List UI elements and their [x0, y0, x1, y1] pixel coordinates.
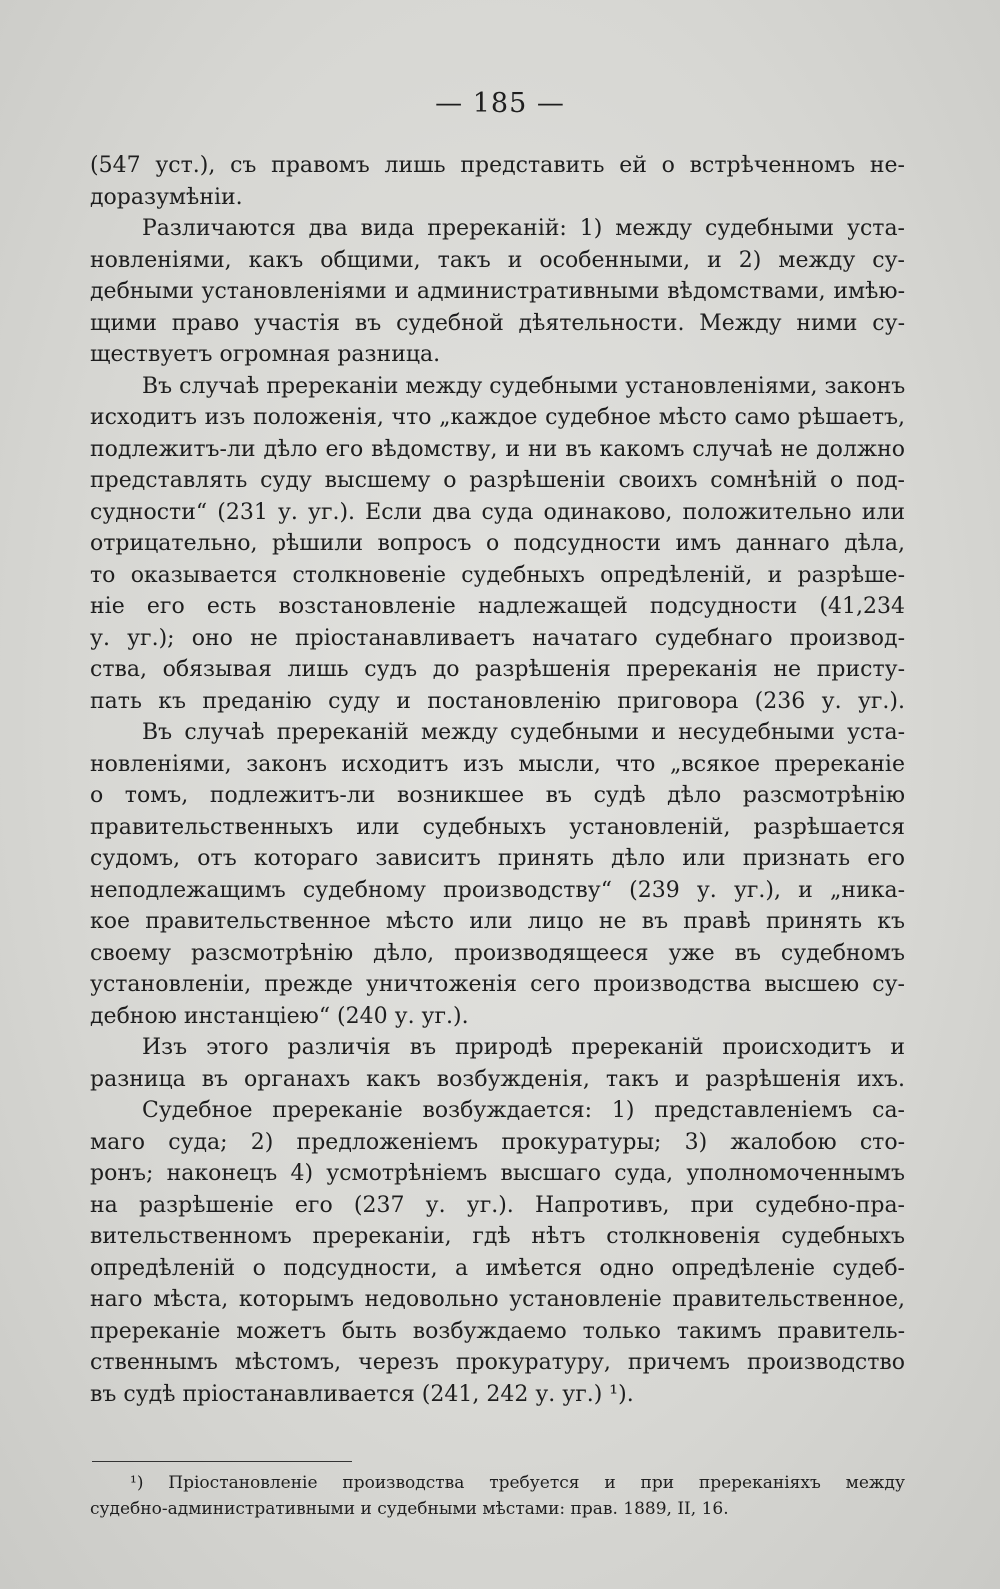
- text-line: въ судѣ пріостанавливается (241, 242 у. уг.) ¹).: [90, 1381, 634, 1407]
- text-line: Различаются два вида пререканій: 1) между судебными уста-: [142, 216, 905, 241]
- text-line: ства, обязывая лишь судъ до разрѣшенія пререканія не присту-: [90, 657, 905, 682]
- text-line: то оказывается столкновеніе судебныхъ опредѣленій, и разрѣше-: [90, 562, 905, 588]
- text-line: ніе его есть возстановленіе надлежащей подсудности (41,234: [90, 594, 905, 619]
- footnote-line: судебно-административными и судебными мѣстами: прав. 1889, II, 16.: [90, 1499, 729, 1519]
- text-line: неподлежащимъ судебному производству“ (239 у. уг.), и „ника-: [90, 877, 905, 903]
- text-line: разница въ органахъ какъ возбужденія, такъ и разрѣшенія ихъ.: [90, 1066, 905, 1092]
- text-line: щими право участія въ судебной дѣятельности. Между ними су-: [90, 310, 905, 336]
- text-line: ронъ; наконецъ 4) усмотрѣніемъ высшаго суда, уполномоченнымъ: [90, 1161, 905, 1186]
- text-line: новленіями, законъ исходитъ изъ мысли, что „всякое пререканіе: [90, 751, 905, 777]
- text-line: Въ случаѣ пререканій между судебными и несудебными уста-: [142, 720, 905, 745]
- footnote: [90, 1470, 905, 1522]
- text-line: новленіями, какъ общими, такъ и особенными, и 2) между су-: [90, 247, 905, 273]
- text-line: о томъ, подлежитъ-ли возникшее въ судѣ дѣло разсмотрѣнію: [90, 783, 905, 808]
- text-line: пать къ преданію суду и постановленію приговора (236 у. уг.).: [90, 688, 905, 714]
- text-line: установленіи, прежде уничтоженія сего производства высшею су-: [90, 972, 905, 997]
- text-line: доразумѣніи.: [90, 184, 243, 210]
- text-line: подлежитъ-ли дѣло его вѣдомству, и ни въ какомъ случаѣ не должно: [90, 436, 905, 462]
- text-line: отрицательно, рѣшили вопросъ о подсудности имъ даннаго дѣла,: [90, 531, 905, 556]
- body-text: [90, 150, 905, 1410]
- text-line: судомъ, отъ котораго зависитъ принять дѣло или признать его: [90, 846, 905, 871]
- text-line: опредѣленій о подсудности, а имѣется одно опредѣленіе судеб-: [90, 1255, 905, 1281]
- text-line: Изъ этого различія въ природѣ пререканій происходитъ и: [142, 1035, 905, 1060]
- text-line: наго мѣста, которымъ недовольно установленіе правительственное,: [90, 1287, 905, 1312]
- text-line: кое правительственное мѣсто или лицо не въ правѣ принять къ: [90, 909, 905, 934]
- text-line: пререканіе можетъ быть возбуждаемо только такимъ правитель-: [90, 1318, 905, 1344]
- text-line: вительственномъ пререканіи, гдѣ нѣтъ столкновенія судебныхъ: [90, 1224, 905, 1249]
- text-line: своему разсмотрѣнію дѣло, производящееся уже въ судебномъ: [90, 940, 905, 966]
- text-line: дебною инстанціею“ (240 у. уг.).: [90, 1003, 469, 1029]
- text-line: ществуетъ огромная разница.: [90, 342, 441, 367]
- footnote-line: ¹) Пріостановленіе производства требуется и при пререканіяхъ между: [130, 1473, 905, 1493]
- text-line: у. уг.); оно не пріостанавливаетъ начатаго судебнаго производ-: [90, 625, 905, 651]
- text-line: маго суда; 2) предложеніемъ прокуратуры; 3) жалобою сто-: [90, 1129, 905, 1155]
- text-line: дебными установленіями и административными вѣдомствами, имѣю-: [90, 279, 905, 304]
- text-line: Судебное пререканіе возбуждается: 1) представленіемъ са-: [142, 1098, 905, 1123]
- text-line: ственнымъ мѣстомъ, черезъ прокуратуру, причемъ производство: [90, 1350, 905, 1375]
- text-line: на разрѣшеніе его (237 у. уг.). Напротивъ, при судебно-пра-: [90, 1192, 905, 1218]
- text-line: представлять суду высшему о разрѣшеніи своихъ сомнѣній о под-: [90, 468, 905, 493]
- text-line: правительственныхъ или судебныхъ установленій, разрѣшается: [90, 814, 905, 840]
- text-line: (547 уст.), съ правомъ лишь представить ей о встрѣченномъ не-: [90, 153, 905, 178]
- text-line: исходитъ изъ положенія, что „каждое судебное мѣсто само рѣшаетъ,: [90, 405, 905, 430]
- footnote-divider: [92, 1461, 352, 1462]
- text-line: Въ случаѣ пререканіи между судебными установленіями, законъ: [142, 373, 905, 399]
- text-line: судности“ (231 у. уг.). Если два суда одинаково, положительно или: [90, 499, 905, 525]
- page-number: — 185 —: [435, 88, 565, 119]
